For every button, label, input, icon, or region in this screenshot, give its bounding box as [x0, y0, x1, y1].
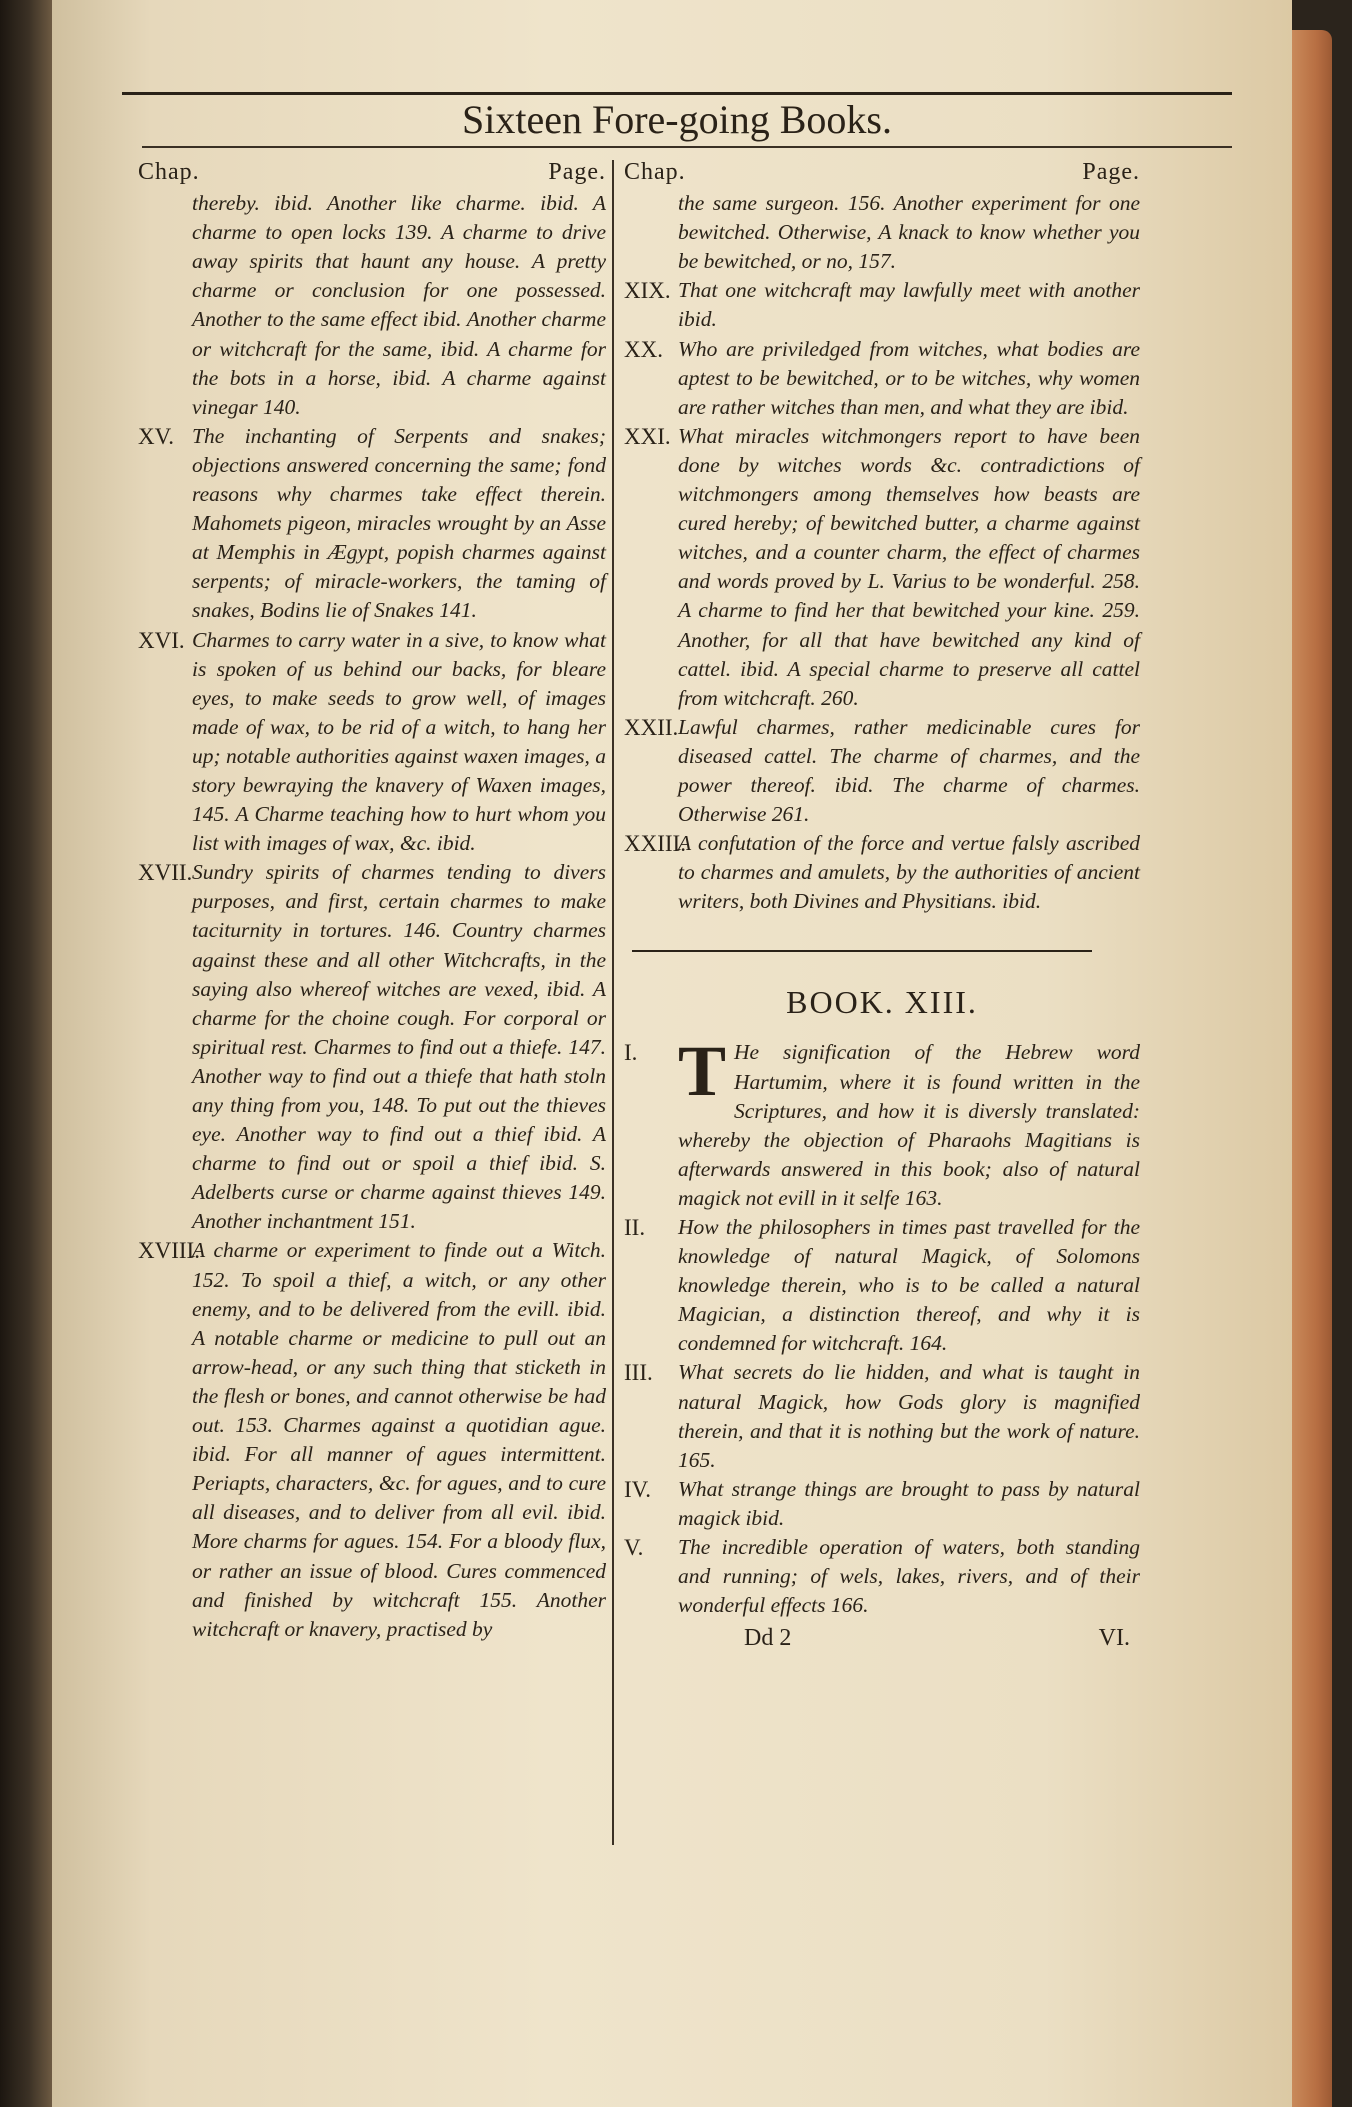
right-column: [624, 158, 1140, 1653]
continued-entry: thereby. ibid. Another like charme. ibid. A charme to open locks 139. A charme to drive away spirits that haunt any house. A pretty charme or conclusion for one possessed. Another to the same effect ibid. Another charme or witchcraft for the same, ibid. A charme for the bots in a horse, ibid. A charme against vinegar 140.: [192, 191, 606, 419]
chapter-text: Charmes to carry water in a sive, to know what is spoken of us behind our backs, for bleare eyes, to make seeds to grow well, of images made of wax, to be rid of a witch, to hang her up; notable authorities against waxen images, a story bewraying the knavery of Waxen images, 145. A Charme teaching how to hurt whom you list with images of wax, &c. ibid.: [192, 627, 606, 856]
chapter-number: XXII.: [624, 714, 679, 740]
chapter-text: Who are priviledged from witches, what bodies are aptest to be bewitched, or to be witches, why women are rather witches than men, and what they are ibid.: [678, 336, 1140, 419]
book-entry-v: [624, 1533, 1140, 1620]
chapter-number: XVII.: [138, 860, 193, 886]
page-fore-edge: [1292, 30, 1332, 2107]
chapter-number: XIX.: [624, 278, 671, 304]
chapter-text: Sundry spirits of charmes tending to divers purposes, and first, certain charmes to make taciturnity in tortures. 146. Country charmes against these and all other Witchcrafts, in the saying also whereof witches are vexed, ibid. A charme for the choine cough. For corporal or spiritual rest. Charmes to find out a thiefe. 147. Another way to find out a thiefe that hath stoln any thing from you, 148. To put out the thieves eye. Another way to find out a thief ibid. A charme to find out or spoil a thief ibid. S. Adelberts curse or charme against thieves 149. Another inchantment 151.: [192, 860, 606, 1234]
header-rule: [122, 92, 1232, 95]
chapter-number: XV.: [138, 423, 175, 449]
catchword: VI.: [1098, 1625, 1130, 1652]
chapter-number: XXI.: [624, 423, 671, 449]
chapter-text: What miracles witchmongers report to have been done by witches words &c. contradictions of witchmongers among themselves how beasts are cured hereby; of bewitched butter, a charme against witches, and a counter charm, the effect of charmes and words proved by L. Varius to be wonderful. 258. A charme to find her that bewitched your kine. 259. Another, for all that have bewitched any kind of cattel. ibid. A special charme to preserve all cattel from witchcraft. 260.: [678, 423, 1140, 710]
chap-label: Chap.: [624, 159, 686, 185]
chapter-entry-xvii: [138, 858, 606, 1236]
chapter-number: IV.: [624, 1476, 652, 1502]
page-label: Page.: [548, 159, 606, 185]
chapter-text: Lawful charmes, rather medicinable cures for diseased cattel. The charme of charmes, and the power thereof. ibid. The charme of charmes. Otherwise 261.: [678, 714, 1140, 827]
chap-label: Chap.: [138, 159, 200, 185]
page-footer: [624, 1624, 1140, 1653]
section-rule: [632, 950, 1092, 952]
chapter-entry-xxiii: [624, 829, 1140, 916]
chapter-number: XXIII.: [624, 831, 686, 857]
chapter-number: V.: [624, 1535, 644, 1561]
chapter-number: XVI.: [138, 627, 185, 653]
chapter-text: That one witchcraft may lawfully meet with another ibid.: [678, 278, 1140, 332]
book-entry-i: [624, 1031, 1140, 1213]
page-label: Page.: [1082, 159, 1140, 185]
chapter-entry-xx: [624, 335, 1140, 422]
chapter-text: The inchanting of Serpents and snakes; objections answered concerning the same; fond reasons why charmes take effect therein. Mahomets pigeon, miracles wrought by an Asse at Memphis in Ægypt, popish charmes against serpents; of miracle-workers, the taming of snakes, Bodins lie of Snakes 141.: [192, 423, 606, 623]
chapter-number: III.: [624, 1360, 653, 1386]
book-title: BOOK. XIII.: [786, 984, 978, 1021]
book-entry-iv: [624, 1475, 1140, 1533]
drop-cap-letter: T: [678, 1031, 727, 1112]
chapter-number: XX.: [624, 336, 663, 362]
chapter-entry-xxii: [624, 713, 1140, 829]
chapter-entry-xviii: [138, 1236, 606, 1643]
chapter-number: I.: [624, 1040, 638, 1066]
book-entry-iii: [624, 1358, 1140, 1474]
chapter-text: A charme or experiment to finde out a Witch. 152. To spoil a thief, a witch, or any other enemy, and to be delivered from the evill. ibid. A notable charme or medicine to pull out an arrow-head, or any such thing that sticketh in the flesh or bones, and cannot otherwise be had out. 153. Charmes against a quotidian ague. ibid. For all manner of agues intermittent. Periapts, characters, &c. for agues, and to cure all diseases, and to deliver from all evil. ibid. More charms for agues. 154. For a bloody flux, or rather an issue of blood. Cures commenced and finished by witchcraft 155. Another witchcraft or knavery, practised by: [192, 1238, 606, 1641]
chapter-entry-xvi: [138, 626, 606, 859]
book-entry-ii: [624, 1213, 1140, 1358]
header-underline: [142, 146, 1232, 148]
continued-entry: the same surgeon. 156. Another experiment for one bewitched. Otherwise, A knack to know whether you be bewitched, or no, 157.: [678, 191, 1140, 274]
chapter-entry-xxi: [624, 422, 1140, 713]
chapter-text-body: He signification of the Hebrew word Hartumim, where it is found written in the Scriptures, and how it is diversly translated: whereby the objection of Pharaohs Magitians is afterwards answered in this book; also of natural magick not evill in it selfe 163.: [678, 1040, 1140, 1210]
book-page: [52, 0, 1292, 2107]
book-binding: [0, 0, 52, 2107]
running-header: Sixteen Fore-going Books.: [462, 97, 892, 142]
column-divider: [612, 160, 614, 1845]
chapter-entry-xv: [138, 422, 606, 626]
chapter-text: What secrets do lie hidden, and what is taught in natural Magick, how Gods glory is magnified therein, and that it is nothing but the work of nature. 165.: [678, 1360, 1140, 1472]
chapter-text: How the philosophers in times past travelled for the knowledge of natural Magick, of Solomons knowledge therein, who is to be called a natural Magician, a distinction thereof, and why it is condemned for witchcraft. 164.: [678, 1215, 1140, 1356]
left-column-head: [138, 158, 606, 187]
chapter-entry-xix: [624, 276, 1140, 334]
chapter-text: A confutation of the force and vertue falsly ascribed to charmes and amulets, by the authorities of ancient writers, both Divines and Physitians. ibid.: [678, 831, 1140, 914]
chapter-number: XVIII.: [138, 1238, 200, 1264]
chapter-text: [678, 1031, 1140, 1213]
chapter-text: What strange things are brought to pass by natural magick ibid.: [678, 1476, 1140, 1530]
chapter-number: II.: [624, 1215, 646, 1240]
right-column-head: [624, 158, 1140, 187]
signature-mark: Dd 2: [744, 1625, 792, 1652]
chapter-text: The incredible operation of waters, both standing and running; of wels, lakes, rivers, and of their wonderful effects 166.: [678, 1535, 1140, 1618]
left-column: [138, 158, 606, 1644]
